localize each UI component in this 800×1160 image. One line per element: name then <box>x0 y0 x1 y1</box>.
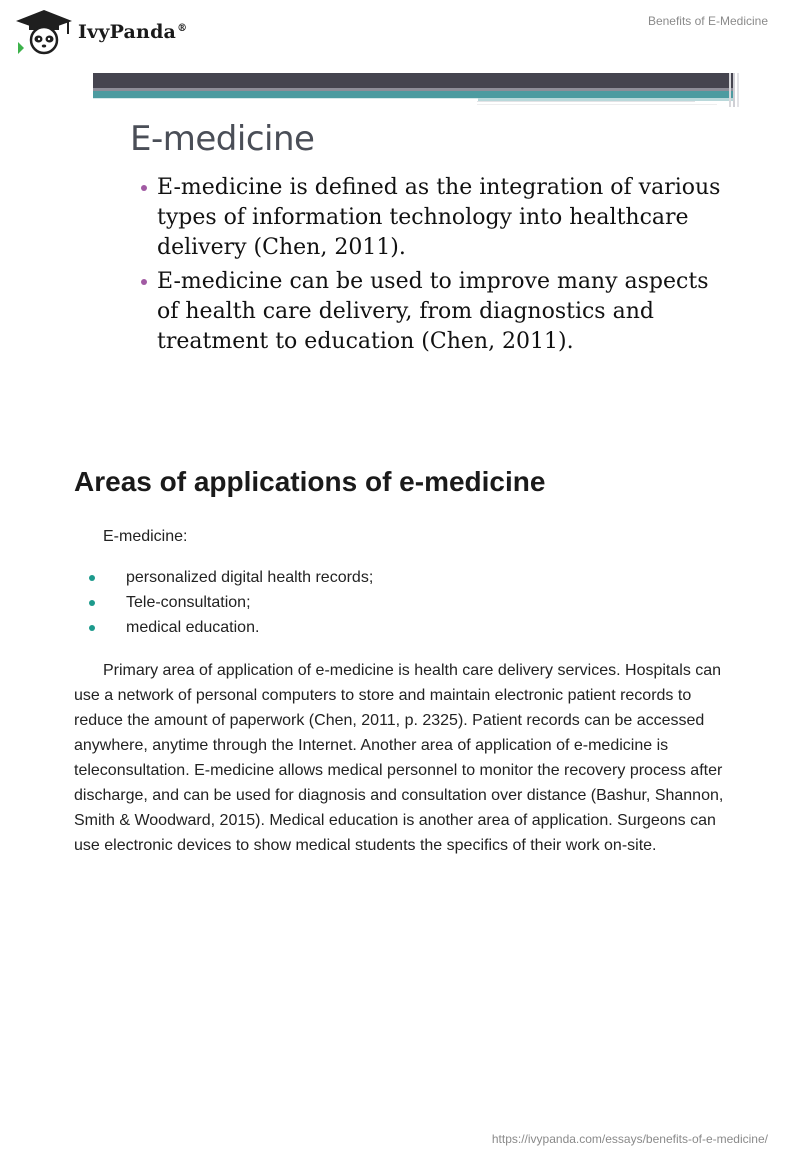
slide-bullet-list <box>141 173 731 361</box>
list-item-text: medical education. <box>126 619 260 636</box>
presentation-slide <box>93 73 741 373</box>
list-item <box>74 568 373 593</box>
list-item-text: Tele-consultation; <box>126 594 251 611</box>
bullet-dot-icon <box>141 279 147 285</box>
bullet-dot-icon <box>89 625 95 631</box>
brand-name: IvyPanda <box>78 21 177 43</box>
slide-bullet <box>141 267 731 357</box>
intro-text: E-medicine: <box>103 528 188 545</box>
document-title: Benefits of E-Medicine <box>647 14 768 28</box>
registered-mark: ® <box>177 22 188 34</box>
section-heading: Areas of applications of e-medicine <box>74 466 546 497</box>
slide-bullet-text: E-medicine is defined as the integration of various types of information technology into healthcare delivery (Chen, 2011). <box>157 175 721 260</box>
brand-logo[interactable] <box>14 8 187 56</box>
body-paragraph: Primary area of application of e-medicine is health care delivery services. Hospitals can use a network of personal computers to store and maintain electronic patient records to reduce the amount of paperwork (Chen, 2011, p. 2325). Patient records can be accessed anywhere, anytime through the Internet. Another area of application of e-medicine is teleconsultation. E-medicine allows medical personnel to monitor the recovery process after discharge, and can be used for diagnosis and consultation over distance (Bashur, Shannon, Smith & Woodward, 2015). Medical education is another area of application. Surgeons can use electronic devices to show medical students the specifics of their work on-site. <box>74 662 724 854</box>
source-url-link[interactable]: https://ivypanda.com/essays/benefits-of-e-medicine/ <box>491 1132 768 1146</box>
panda-graduate-icon <box>14 8 74 56</box>
list-item <box>74 593 373 618</box>
slide-bullet <box>141 173 731 263</box>
applications-list <box>74 568 373 643</box>
bullet-dot-icon <box>89 600 95 606</box>
list-item <box>74 618 373 643</box>
bullet-dot-icon <box>141 185 147 191</box>
list-item-text: personalized digital health records; <box>126 569 374 586</box>
slide-bullet-text: E-medicine can be used to improve many aspects of health care delivery, from diagnostics and treatment to education (Chen, 2011). <box>157 269 709 354</box>
bullet-dot-icon <box>89 575 95 581</box>
slide-header-band <box>93 73 741 107</box>
slide-title: E-medicine <box>130 119 315 159</box>
